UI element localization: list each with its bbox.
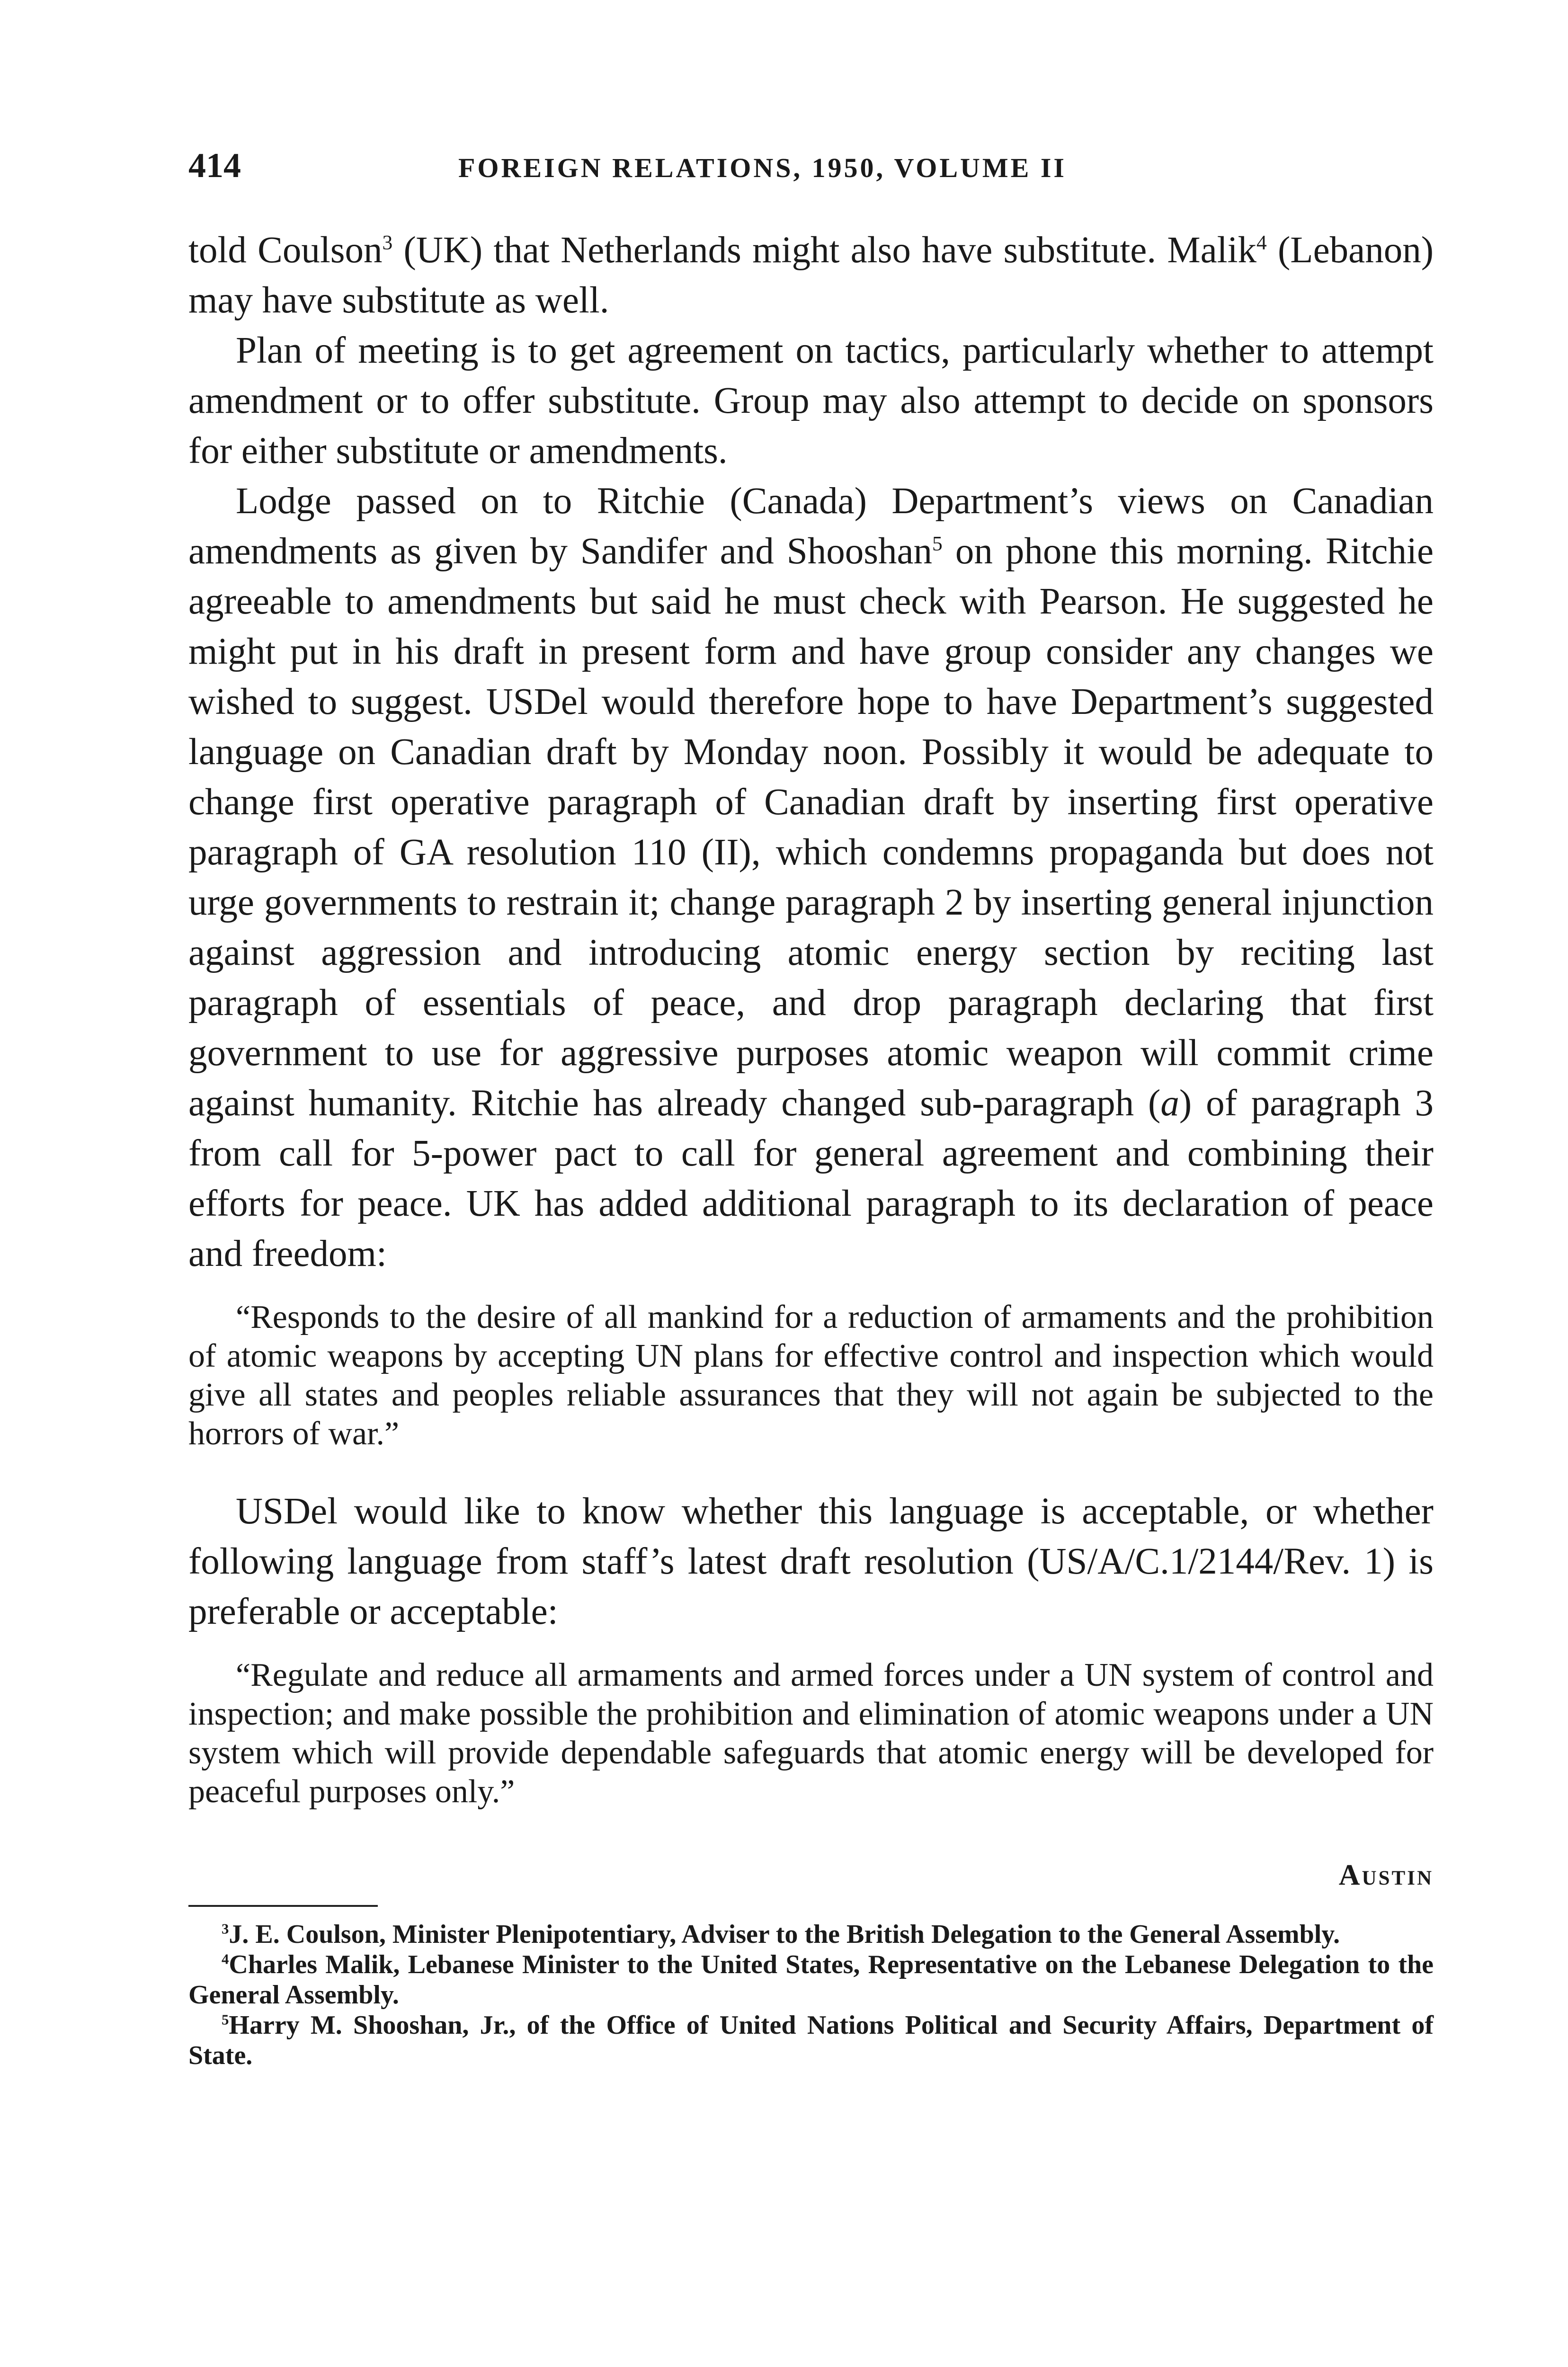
footnote-text: Charles Malik, Lebanese Minister to the United States, Representative on the Lebanese Delegation to the General Assembly. bbox=[188, 1950, 1434, 2010]
footnote-marker: 4 bbox=[222, 1951, 229, 1967]
signature: Austin bbox=[1338, 1859, 1434, 1891]
block-quote-1: “Responds to the desire of all mankind for a reduction of armaments and the prohibition of atomic weapons by accepting UN plans for effective control and inspection which would give all states and peoples reliable assurances that they will not again be subjected to the horrors of war.” bbox=[188, 1299, 1434, 1452]
paragraph-3-text-c: ) of paragraph 3 from call for 5-power pact to call for general agreement and combining their efforts for peace. UK has added additional paragraph to its declaration of peace and freedom: bbox=[188, 1083, 1434, 1274]
paragraph-3 bbox=[188, 476, 1434, 1279]
paragraph-3-text-b: on phone this morning. Ritchie agreeable to amendments but said he must check with Pearson. He suggested he might put in his draft in present form and have group consider any changes we wished to suggest. USDel would therefore hope to have Department’s suggested language on Canadian draft by Monday noon. Possibly it would be adequate to change first operative paragraph of Canadian draft by inserting first operative paragraph of GA resolution 110 (II), which condemns propaganda but does not urge governments to restrain it; change paragraph 2 by inserting general injunction against aggression and introducing atomic energy section by reciting last paragraph of essentials of peace, and drop paragraph declaring that first government to use for aggressive purposes atomic weapon will commit crime against humanity. Ritchie has already changed sub-paragraph ( bbox=[188, 531, 1434, 1124]
paragraph-2: Plan of meeting is to get agreement on tactics, particularly whether to attempt amendment or to offer substitute. Group may also attempt to decide on sponsors for either substitute or amendments. bbox=[188, 330, 1434, 472]
footnote-3 bbox=[188, 1919, 1434, 1949]
running-title: FOREIGN RELATIONS, 1950, VOLUME II bbox=[458, 152, 1067, 183]
footnote-divider bbox=[188, 1905, 378, 1907]
paragraph-1-text-c: (Lebanon) may have substitute as well. bbox=[188, 230, 1434, 321]
paragraph-3-italic-letter: a bbox=[1160, 1083, 1179, 1124]
footnote-text: J. E. Coulson, Minister Plenipotentiary, Adviser to the British Delegation to the General Assembly. bbox=[229, 1920, 1340, 1949]
paragraph-4: USDel would like to know whether this language is acceptable, or whether following language from staff’s latest draft resolution (US/A/C.1/2144/Rev. 1) is preferable or acceptable: bbox=[188, 1491, 1434, 1632]
page-number: 414 bbox=[188, 146, 241, 185]
footnote-ref-4: 4 bbox=[1256, 231, 1267, 254]
footnote-text: Harry M. Shooshan, Jr., of the Office of United Nations Political and Security Affairs, Department of State. bbox=[188, 2011, 1434, 2070]
paragraph-1 bbox=[188, 225, 1434, 326]
page-header bbox=[188, 142, 1434, 189]
body-text bbox=[188, 225, 1434, 2071]
block-quote-2: “Regulate and reduce all armaments and armed forces under a UN system of control and inspection; and make possible the prohibition and elimination of atomic weapons under a UN system which will provide dependable safeguards that atomic energy will be developed for peaceful purposes only.” bbox=[188, 1657, 1434, 1810]
footnote-4 bbox=[188, 1949, 1434, 2010]
footnote-ref-3: 3 bbox=[382, 231, 393, 254]
footnote-5 bbox=[188, 2010, 1434, 2071]
paragraph-3-text-a: Lodge passed on to Ritchie (Canada) Department’s views on Canadian amendments as given by Sandifer and Shooshan bbox=[188, 481, 1434, 572]
paragraph-1-text-a: told Coulson bbox=[188, 230, 383, 271]
footnote-marker: 5 bbox=[222, 2011, 229, 2028]
footnote-ref-5: 5 bbox=[932, 532, 943, 555]
paragraph-1-text-b: (UK) that Netherlands might also have substitute. Malik bbox=[392, 230, 1257, 271]
footnote-marker: 3 bbox=[222, 1921, 229, 1937]
